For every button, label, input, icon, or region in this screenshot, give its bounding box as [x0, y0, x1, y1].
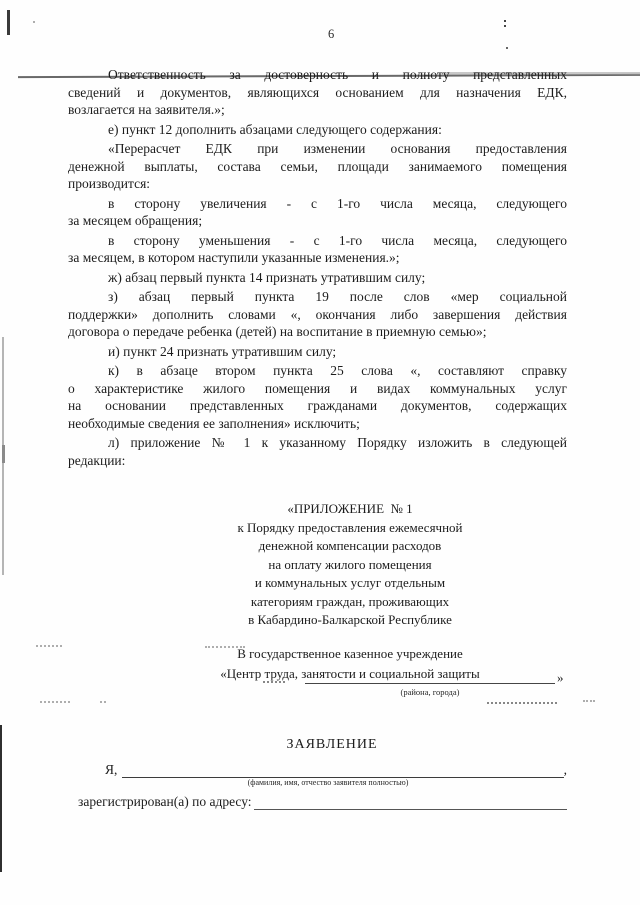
body-line: и) пункт 24 признать утратившим силу;	[108, 343, 337, 359]
address-row	[78, 793, 567, 810]
body-line: необходимые сведения ее заполнения» исключить;	[68, 415, 360, 431]
page-number: 6	[328, 27, 335, 41]
appendix-block	[190, 500, 510, 630]
paragraph	[68, 434, 567, 469]
scan-artifact-left-edge-dark-segment	[2, 445, 5, 463]
paragraph	[68, 269, 567, 287]
paragraph	[68, 232, 567, 267]
scan-artifact-colon-speck	[504, 20, 506, 22]
name-caption: (фамилия, имя, отчество заявителя полностью)	[247, 778, 409, 787]
appendix-line: в Кабардино-Балкарской Республике	[248, 612, 452, 627]
appendix-line: на оплату жилого помещения	[268, 556, 432, 572]
i-label: Я,	[105, 762, 118, 777]
statement-title: ЗАЯВЛЕНИЕ	[286, 737, 378, 752]
appendix-line: к Порядку предоставления ежемесячной	[237, 519, 463, 535]
paragraph	[68, 140, 567, 193]
statement-form	[78, 761, 567, 810]
body-line: за месяцем, в котором наступили указанные изменения.»;	[68, 250, 400, 265]
body-line: л) приложение № 1 к указанному Порядку изложить в следующей	[108, 435, 567, 450]
appendix-line: и коммунальных услуг отдельным	[254, 575, 446, 590]
body-line: о характеристике жилого помещения и видах коммунальных услуг	[68, 380, 567, 396]
body-line: за месяцем обращения;	[68, 213, 203, 228]
appendix-line: денежной компенсации расходов	[258, 538, 442, 553]
scan-artifact-speck	[100, 701, 106, 703]
body-line: «Перерасчет ЕДК при изменении основания предоставления	[108, 141, 567, 156]
body-line: на основании представленных гражданами документов, содержащих	[68, 398, 567, 413]
paragraph	[68, 121, 567, 139]
body-line: в сторону уменьшения - с 1-го числа месяца, следующего	[108, 232, 567, 248]
body-line: Ответственность за достоверность и полноту представленных	[108, 67, 567, 82]
name-blank-line	[122, 763, 563, 778]
body-line: редакции:	[68, 452, 126, 468]
body-line: поддержки» дополнить словами «, окончания либо завершения действия	[68, 306, 567, 322]
body-line: е) пункт 12 дополнить абзацами следующего содержания:	[108, 121, 442, 137]
body-line: денежной выплаты, состава семьи, площади занимаемого помещения	[68, 158, 567, 174]
addressee-caption: (района, города)	[400, 687, 460, 697]
scan-artifact-speck	[487, 702, 557, 704]
name-row	[78, 761, 567, 778]
addressee-blank-line	[305, 670, 555, 684]
addressee-line: «Центр труда, занятости и социальной защиты	[220, 665, 480, 681]
trailing-comma: ,	[563, 762, 567, 777]
scan-artifact-speck	[36, 645, 62, 647]
addressee-line: В государственное казенное учреждение	[237, 646, 463, 661]
paragraph	[68, 66, 567, 119]
addressee-closing-quote: »	[557, 670, 564, 685]
scan-artifact-speck	[40, 701, 70, 703]
appendix-line: «ПРИЛОЖЕНИЕ № 1	[287, 501, 413, 516]
body-text	[68, 66, 567, 471]
address-label: зарегистрирован(а) по адресу:	[78, 794, 252, 809]
body-line: сведений и документов, являющихся основанием для назначения ЕДК,	[68, 84, 567, 100]
body-line: ж) абзац первый пункта 14 признать утратившим силу;	[108, 269, 426, 285]
paragraph	[68, 288, 567, 341]
address-blank-line	[254, 795, 567, 810]
scan-artifact-speck	[583, 700, 595, 702]
body-line: договора о передаче ребенка (детей) на воспитание в приемную семью»;	[68, 324, 487, 339]
body-line: производится:	[68, 176, 151, 191]
body-line: в сторону увеличения - с 1-го числа месяца, следующего	[108, 195, 567, 211]
body-line: возлагается на заявителя.»;	[68, 102, 225, 117]
body-line: к) в абзаце втором пункта 25 слова «, составляют справку	[108, 363, 567, 378]
scan-artifact-left-edge-bottom-line	[0, 725, 2, 872]
paragraph	[68, 343, 567, 361]
scan-artifact-topleft-bar	[7, 10, 10, 35]
scan-artifact-speck	[33, 21, 36, 23]
appendix-line: категориям граждан, проживающих	[250, 593, 450, 609]
body-line: з) абзац первый пункта 19 после слов «мер социальной	[108, 289, 567, 304]
paragraph	[68, 362, 567, 432]
paragraph	[68, 195, 567, 230]
